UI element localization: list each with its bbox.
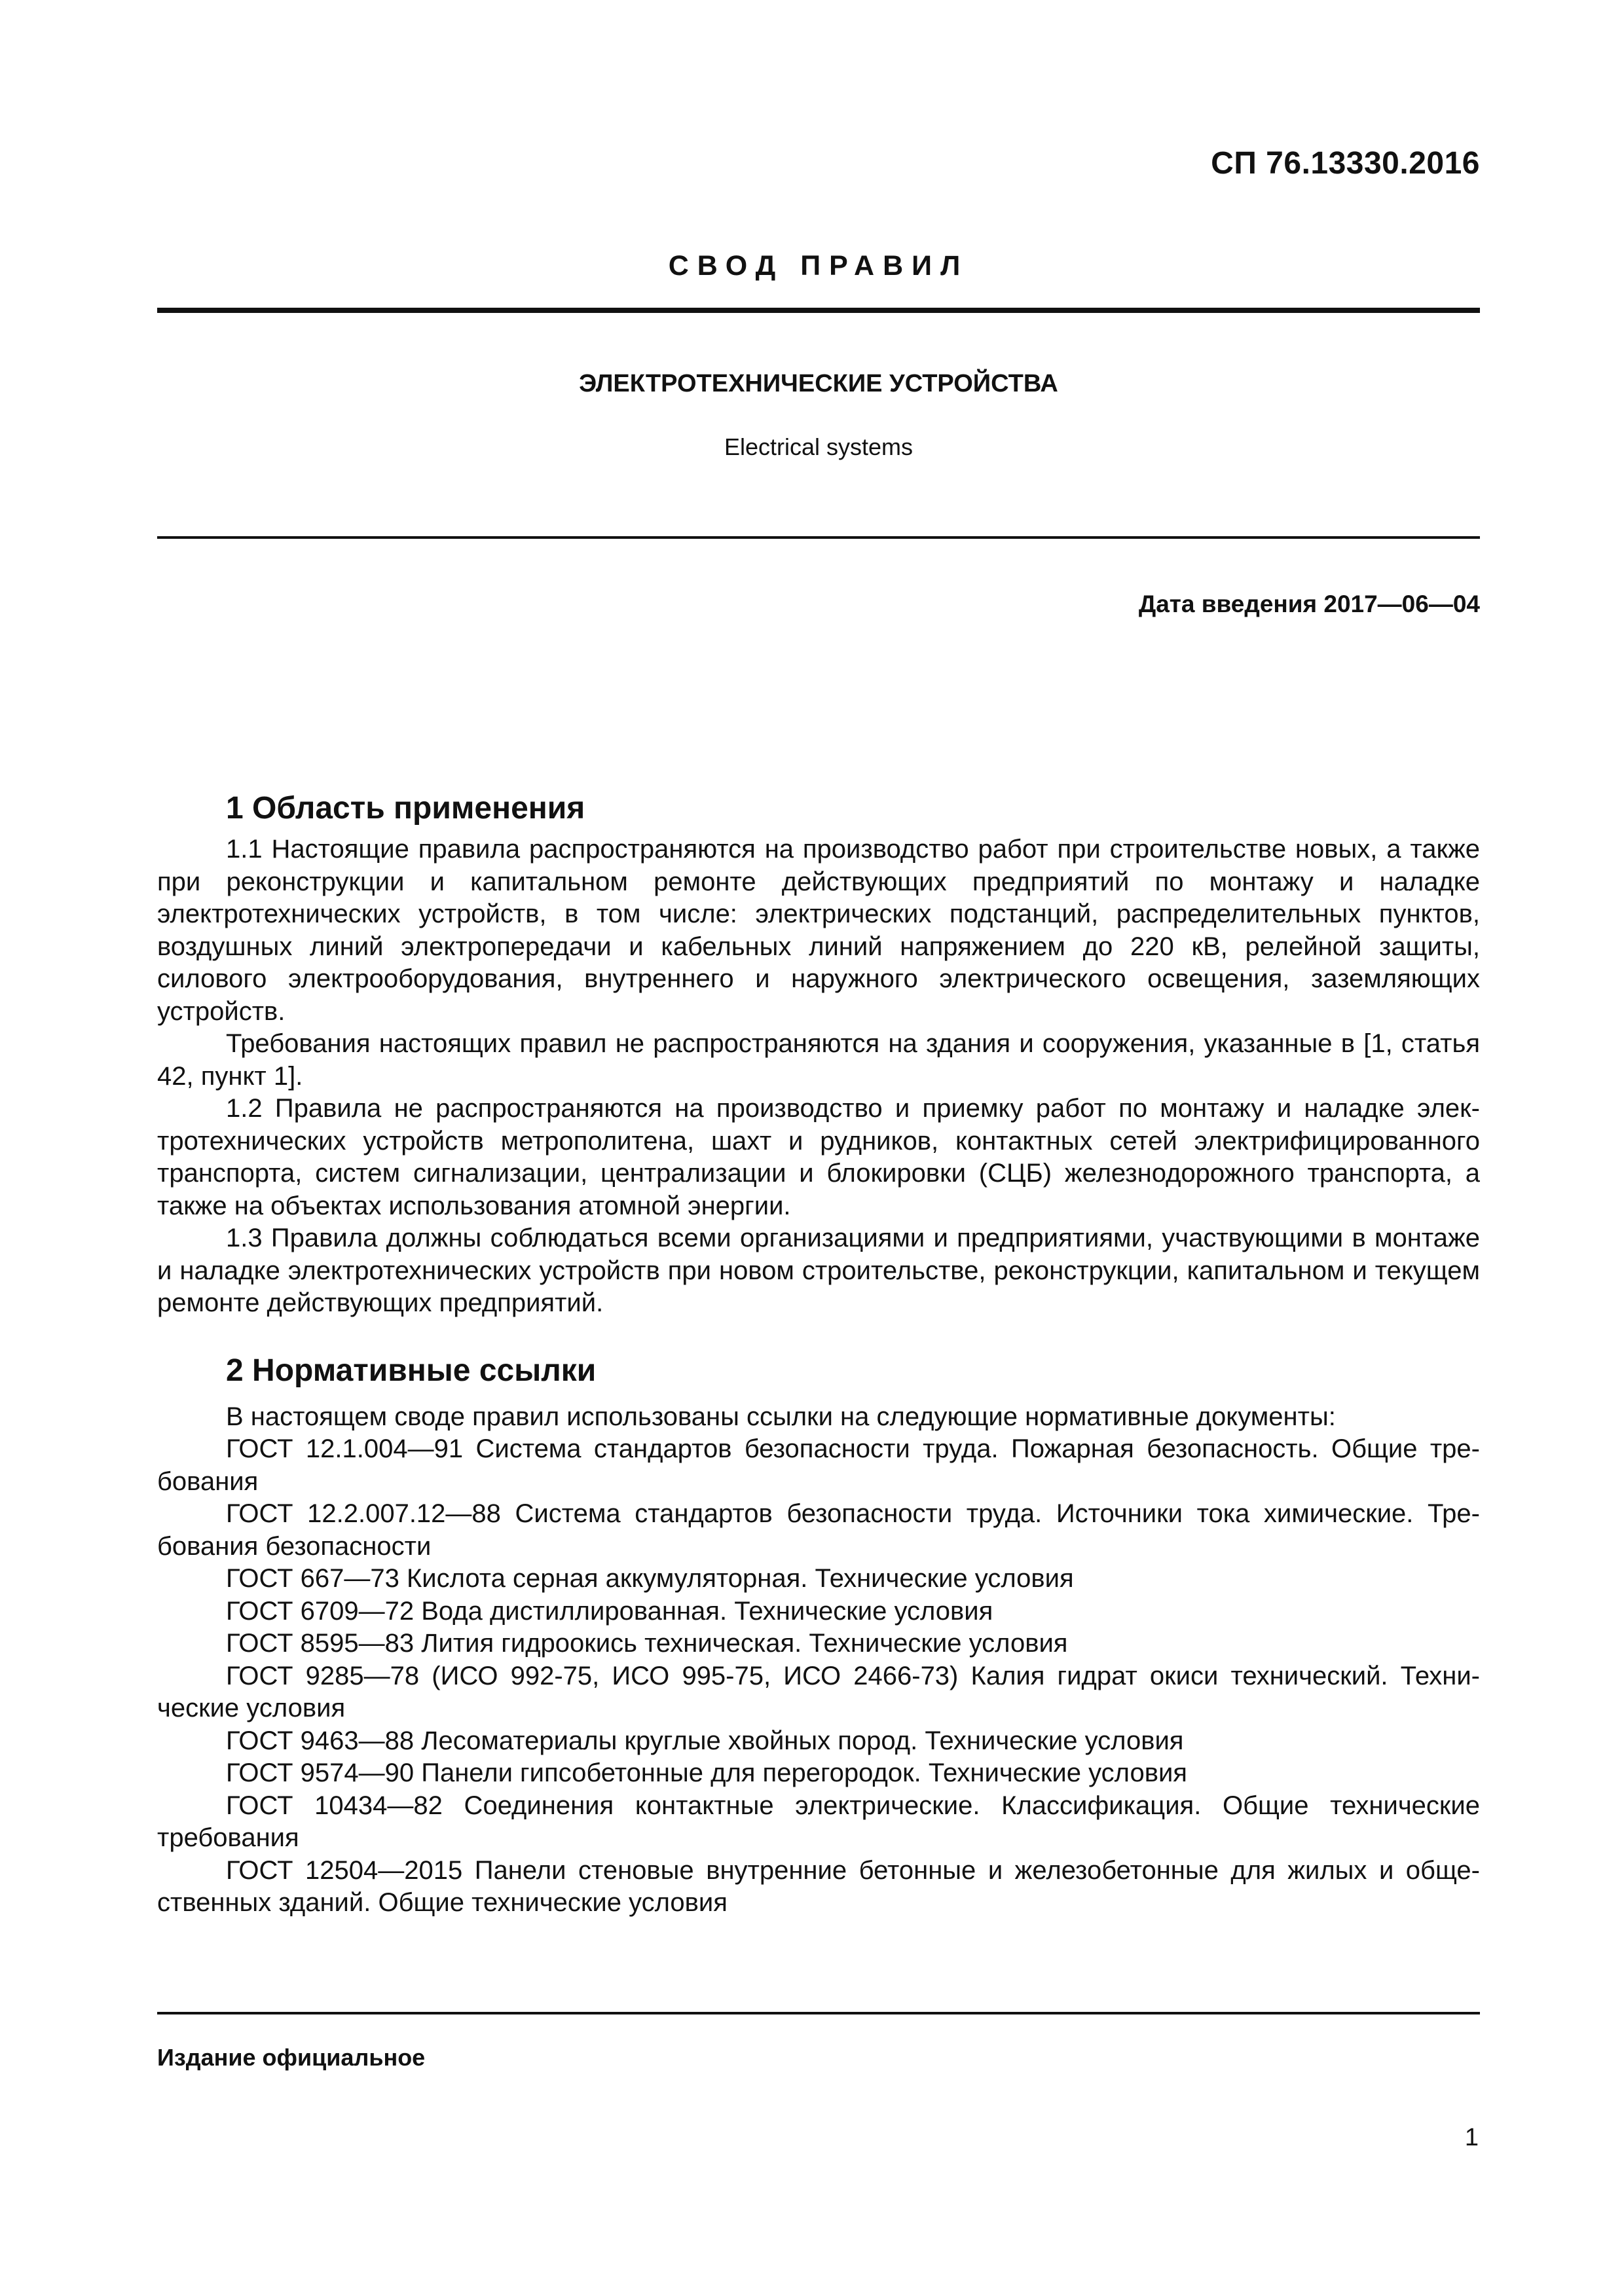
reference-item: ГОСТ 9285—78 (ИСО 992-75, ИСО 995-75, ИСО 2466-73) Калия гидрат окиси технический. Технические условия <box>157 1661 1480 1722</box>
header-divider <box>157 308 1480 313</box>
page-number: 1 <box>1464 2124 1479 2151</box>
paragraph: 1.3 Правила должны соблюдаться всеми организациями и предприятиями, участвующими в монтаже и наладке электротехнических устройств при новом строительстве, реконструкции, капитальном и текущем ремонте действующих предприятий. <box>157 1224 1480 1317</box>
reference-item: ГОСТ 9463—88 Лесоматериалы круглые хвойных пород. Технические условия <box>226 1726 1184 1755</box>
reference-item: ГОСТ 12.2.007.12—88 Система стандартов безопасности труда. Источники тока химические. Требования безопасности <box>157 1499 1480 1561</box>
effective-date: Дата введения 2017—06—04 <box>1138 591 1480 617</box>
section-heading: 2 Нормативные ссылки <box>226 1353 597 1388</box>
document-type: СВОД ПРАВИЛ <box>668 250 969 282</box>
reference-item: ГОСТ 6709—72 Вода дистиллированная. Технические условия <box>226 1596 993 1626</box>
reference-item: ГОСТ 12504—2015 Панели стеновые внутренние бетонные и железобетонные для жилых и общественных зданий. Общие технические условия <box>157 1855 1480 1917</box>
document-title-ru: ЭЛЕКТРОТЕХНИЧЕСКИЕ УСТРОЙСТВА <box>579 370 1058 397</box>
paragraph: Требования настоящих правил не распространяются на здания и сооружения, указанные в [1, статья 42, пункт 1]. <box>157 1029 1480 1091</box>
document-body <box>157 789 1480 1920</box>
footer-divider <box>157 2012 1480 2014</box>
document-title-en: Electrical systems <box>724 433 913 460</box>
reference-item: ГОСТ 8595—83 Лития гидроокись техническая. Технические условия <box>226 1629 1068 1658</box>
paragraph: 1.2 Правила не распространяются на производство и приемку работ по монтажу и наладке электротехнических устройств метрополитена, шахт и рудников, контактных сетей электрифицированного транспорта, систем сигнализации, централизации и блокировки (СЦБ) железнодорожного транспорта, а также на объектах использования атомной энергии. <box>157 1094 1480 1220</box>
edition-label: Издание официальное <box>157 2044 426 2071</box>
reference-item: ГОСТ 12.1.004—91 Система стандартов безопасности труда. Пожарная безопасность. Общие требования <box>157 1434 1480 1496</box>
reference-item: ГОСТ 667—73 Кислота серная аккумуляторная. Технические условия <box>226 1564 1074 1593</box>
title-divider <box>157 536 1480 539</box>
paragraph: 1.1 Настоящие правила распространяются на производство работ при строительстве новых, а также при реконструкции и капитальном ремонте действующих предприятий по монтажу и наладке электротехнических устройств, в том числе: электрических подстанций, распределительных пунктов, воздушных линий электропередачи и кабельных линий напряжением до 220 кВ, релейной защиты, силового электрооборудования, внутреннего и наружного электрического освещения, заземляющих устройств. <box>157 835 1480 1026</box>
reference-item: ГОСТ 9574—90 Панели гипсобетонные для перегородок. Технические условия <box>226 1758 1187 1787</box>
document-code: СП 76.13330.2016 <box>1211 146 1480 181</box>
paragraph: В настоящем своде правил использованы ссылки на следующие нормативные документы: <box>226 1402 1336 1431</box>
reference-item: ГОСТ 10434—82 Соединения контактные электрические. Классификация. Общие технические требования <box>157 1791 1480 1852</box>
section-heading: 1 Область применения <box>226 791 585 826</box>
